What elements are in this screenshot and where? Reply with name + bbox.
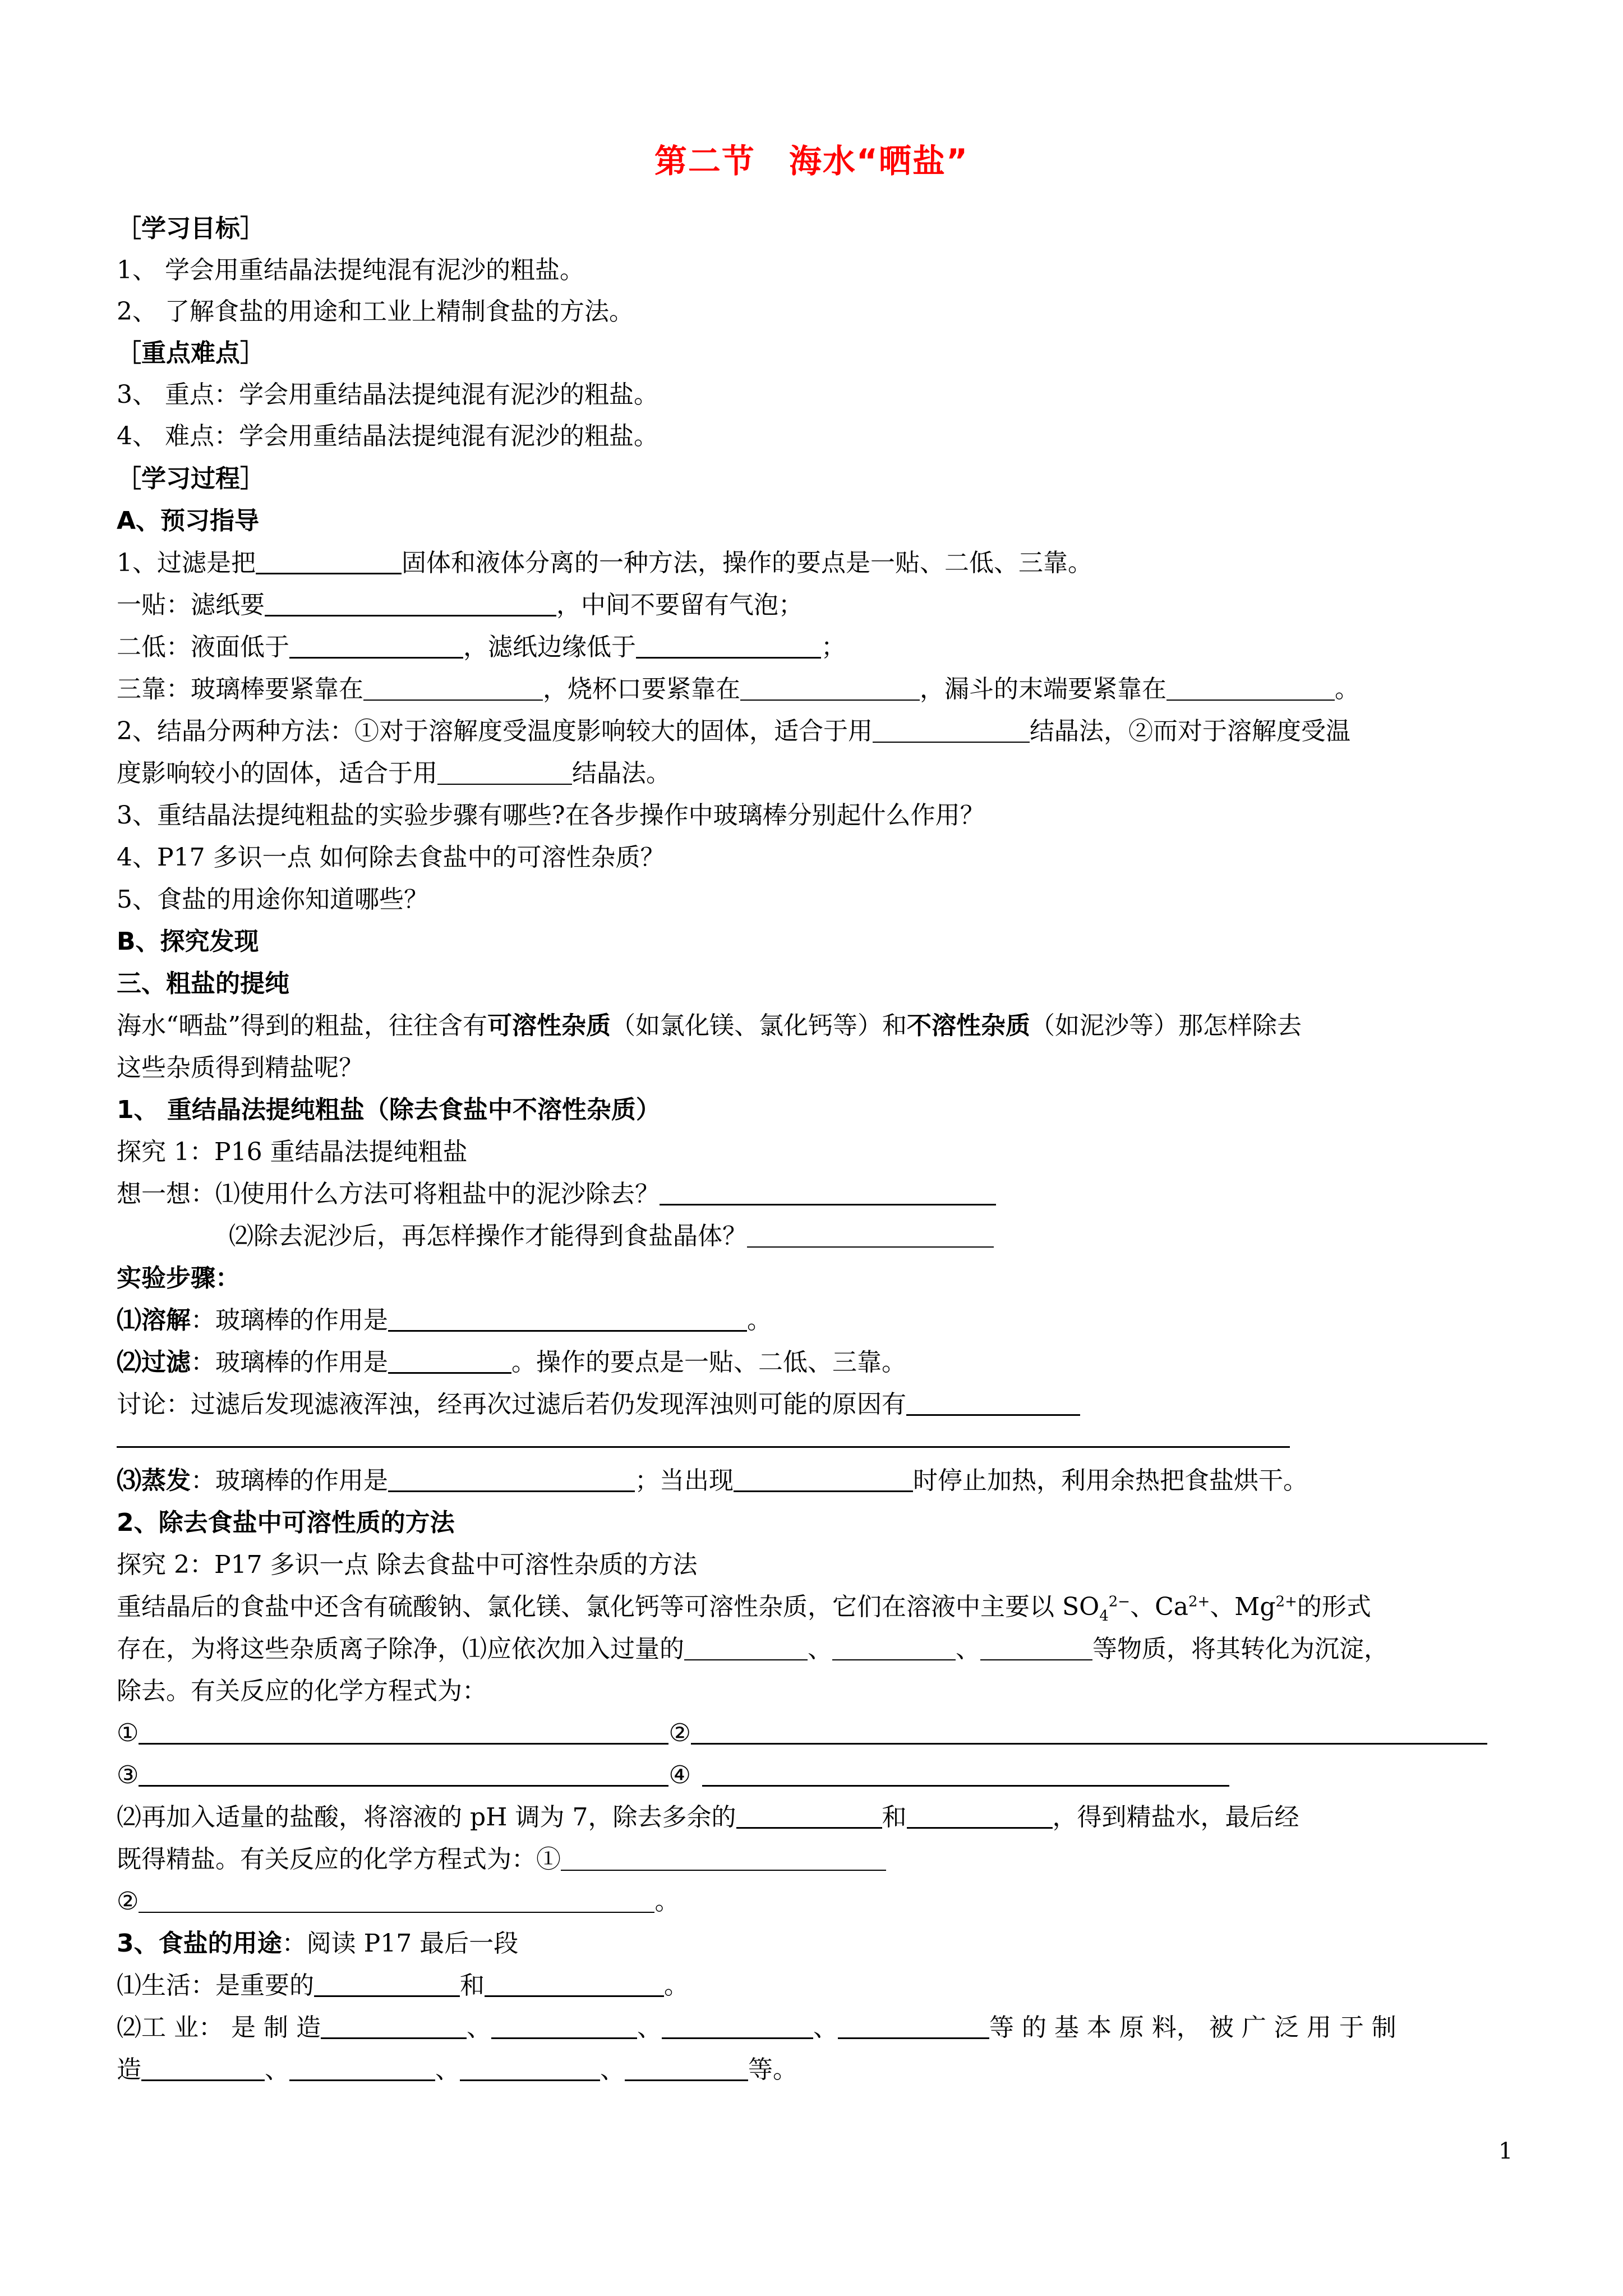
process-heading: ［学习过程］ <box>117 464 265 493</box>
answer-blank[interactable] <box>314 1973 460 1997</box>
uses-industry-2: 造 、 、 、 等。 <box>117 2055 797 2084</box>
keypoint-item: 3、 重点：学会用重结晶法提纯混有泥沙的粗盐。 <box>117 380 658 409</box>
step-evaporate: ⑶蒸发：玻璃棒的作用是 ；当出现 时停止加热，利用余热把食盐烘干。 <box>117 1466 1308 1495</box>
question-crystallization: 2、结晶分两种方法：①对于溶解度受温度影响较大的固体，适合于用 结晶法，②而对于溶解度受温 <box>117 717 1350 746</box>
answer-blank[interactable] <box>139 1763 668 1787</box>
answer-blank[interactable] <box>256 550 402 574</box>
soluble-paragraph: 重结晶后的食盐中还含有硫酸钠、氯化镁、氯化钙等可溶性杂质，它们在溶液中主要以 $SO_4^{2-}$、$Ca^{2+}$、$Mg^{2+}$的形式 <box>117 1593 1371 1625</box>
answer-blank[interactable] <box>388 1468 635 1492</box>
filtration-tie: 一贴：滤纸要 ，中间不要留有气泡； <box>117 591 803 619</box>
answer-blank[interactable] <box>873 719 1030 743</box>
probe-2: 探究 2：P17 多识一点 除去食盐中可溶性杂质的方法 <box>117 1550 698 1579</box>
filtration-kao: 三靠：玻璃棒要紧靠在 ，烧杯口要紧靠在 ，漏斗的末端要紧靠在 。 <box>117 675 1359 703</box>
think-question-1: 想一想：⑴使用什么方法可将粗盐中的泥沙除去？ <box>117 1180 996 1209</box>
explore-heading: B、探究发现 <box>117 927 259 956</box>
preview-heading: A、预习指导 <box>117 507 260 535</box>
page-number: 1 <box>1498 2138 1513 2164</box>
hcl-equation-2: ② 。 <box>117 1887 680 1916</box>
answer-blank[interactable] <box>491 2015 637 2039</box>
subsection-recrystallization: 1、 重结晶法提纯粗盐（除去食盐中不溶性杂质） <box>117 1096 661 1124</box>
answer-blank[interactable] <box>139 1889 654 1913</box>
answer-blank[interactable] <box>838 2015 989 2039</box>
answer-blank[interactable] <box>906 1392 1080 1416</box>
answer-blank[interactable] <box>289 2057 435 2081</box>
answer-blank[interactable] <box>460 2057 600 2081</box>
question-filtration: 1、过滤是把 固体和液体分离的一种方法，操作的要点是一贴、二低、三靠。 <box>117 549 1092 577</box>
question-soluble: 4、P17 多识一点 如何除去食盐中的可溶性杂质？ <box>117 843 665 872</box>
answer-blank[interactable] <box>388 1308 747 1332</box>
steps-heading: 实验步骤： <box>117 1264 240 1292</box>
keypoint-item: 4、 难点：学会用重结晶法提纯混有泥沙的粗盐。 <box>117 422 658 450</box>
subsection-uses: 3、食盐的用途：阅读 P17 最后一段 <box>117 1929 519 1958</box>
hcl-paragraph-2: 既得精盐。有关反应的化学方程式为：① <box>117 1845 886 1875</box>
section-heading: 三、粗盐的提纯 <box>117 969 289 998</box>
answer-blank[interactable] <box>561 1847 886 1871</box>
step-filter: ⑵过滤：玻璃棒的作用是 。操作的要点是一贴、二低、三靠。 <box>117 1348 906 1377</box>
uses-life: ⑴生活：是重要的 和 。 <box>117 1971 689 2000</box>
answer-blank[interactable] <box>437 761 572 785</box>
answer-blank[interactable] <box>662 2015 813 2039</box>
question-uses: 5、食盐的用途你知道哪些？ <box>117 885 428 914</box>
step-dissolve: ⑴溶解：玻璃棒的作用是 。 <box>117 1306 772 1335</box>
filtration-low: 二低：液面低于 ，滤纸边缘低于 ； <box>117 633 846 661</box>
answer-blank[interactable] <box>691 1720 1487 1745</box>
answer-blank[interactable] <box>1166 677 1335 701</box>
objective-item: 1、 学会用重结晶法提纯混有泥沙的粗盐。 <box>117 256 584 284</box>
soluble-paragraph-2: 存在，为将这些杂质离子除净，⑴应依次加入过量的 、 、 等物质，将其转化为沉淀， <box>117 1635 1389 1663</box>
answer-blank[interactable] <box>660 1181 996 1205</box>
hcl-paragraph: ⑵再加入适量的盐酸，将溶液的 pH 调为 7，除去多余的 和 ，得到精盐水，最后经 <box>117 1803 1299 1832</box>
answer-blank[interactable] <box>388 1350 511 1374</box>
answer-blank[interactable] <box>832 1637 956 1660</box>
page-title: 第二节 海水“晒盐” <box>654 142 969 180</box>
intro-paragraph-2: 这些杂质得到精盐呢？ <box>117 1053 363 1082</box>
keypoints-heading: ［重点难点］ <box>117 339 265 367</box>
answer-blank[interactable] <box>625 2057 748 2081</box>
answer-blank[interactable] <box>747 1224 994 1248</box>
answer-blank[interactable] <box>907 1805 1053 1829</box>
discussion: 讨论：过滤后发现滤液浑浊，经再次过滤后若仍发现浑浊则可能的原因有 <box>117 1390 1080 1420</box>
answer-blank[interactable] <box>363 677 543 701</box>
answer-blank[interactable] <box>736 1805 882 1829</box>
uses-industry: ⑵工 业： 是 制 造 、 、 、 等 的 基 本 原 料， 被 广 泛 用 于 制 <box>117 2013 1396 2042</box>
answer-blank[interactable] <box>265 592 556 616</box>
answer-blank[interactable] <box>289 634 463 659</box>
answer-blank[interactable] <box>684 1637 808 1660</box>
answer-blank[interactable] <box>141 2057 265 2081</box>
equation-row-1: ① ② <box>117 1719 1487 1749</box>
objectives-heading: ［学习目标］ <box>117 214 265 243</box>
think-question-2: ⑵除去泥沙后，再怎样操作才能得到食盐晶体？ <box>229 1222 994 1251</box>
answer-blank[interactable] <box>702 1763 1229 1787</box>
answer-blank[interactable] <box>321 2015 467 2039</box>
subsection-soluble: 2、除去食盐中可溶性质的方法 <box>117 1508 455 1537</box>
answer-blank[interactable] <box>636 634 821 659</box>
question-steps: 3、重结晶法提纯粗盐的实验步骤有哪些?在各步操作中玻璃棒分别起什么作用？ <box>117 801 985 830</box>
answer-line[interactable] <box>117 1446 1290 1448</box>
question-crystallization-2: 度影响较小的固体，适合于用 结晶法。 <box>117 759 671 788</box>
soluble-paragraph-3: 除去。有关反应的化学方程式为： <box>117 1677 487 1705</box>
answer-blank[interactable] <box>740 677 920 701</box>
answer-blank[interactable] <box>734 1468 913 1492</box>
answer-blank[interactable] <box>485 1973 664 1997</box>
answer-blank[interactable] <box>139 1720 668 1745</box>
probe-1: 探究 1：P16 重结晶法提纯粗盐 <box>117 1138 468 1166</box>
answer-blank[interactable] <box>980 1637 1092 1660</box>
equation-row-2: ③ ④ <box>117 1761 1229 1791</box>
intro-paragraph: 海水“晒盐”得到的粗盐，往往含有可溶性杂质（如氯化镁、氯化钙等）和不溶性杂质（如泥沙等）那怎样除去 <box>117 1011 1302 1040</box>
objective-item: 2、 了解食盐的用途和工业上精制食盐的方法。 <box>117 297 634 326</box>
